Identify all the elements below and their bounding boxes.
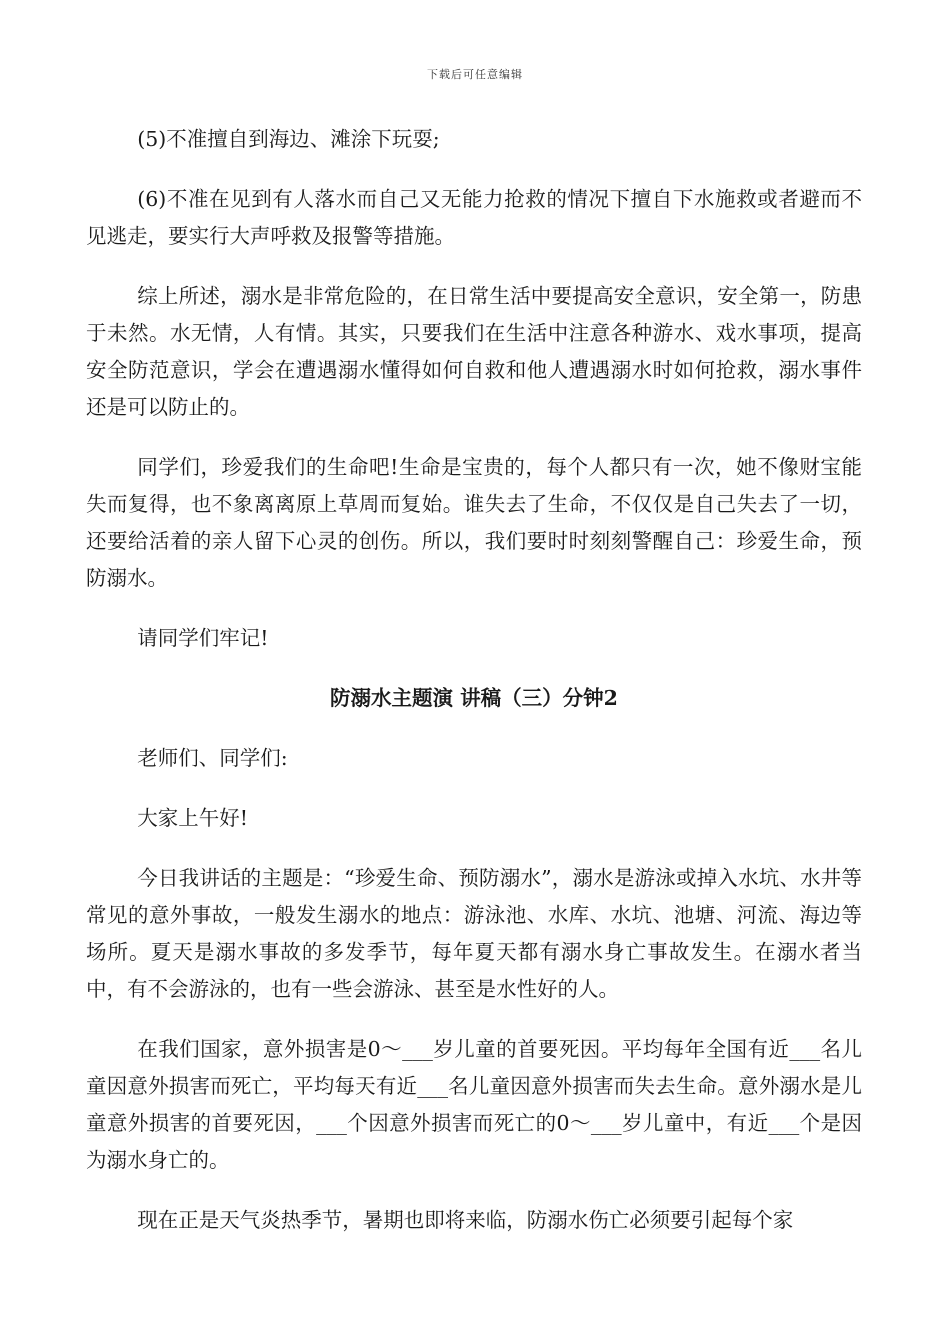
paragraph-greeting-morning: 大家上午好! [137,806,248,830]
paragraph-cherish-life: 同学们，珍爱我们的生命吧!生命是宝贵的，每个人都只有一次，她不像财宝能失而复得，也不象离离原上草周而复始。谁失去了生命，不仅仅是自己失去了一切，还要给活着的亲人留下心灵的创伤。所以，我们要时时刻刻警醒自己：珍爱生命，预防溺水。 [86,455,862,590]
paragraph-statistics: 在我们国家，意外损害是0～___岁儿童的首要死因。平均每年全国有近___名儿童因意外损害而死亡，平均每天有近___名儿童因意外损害而失去生命。意外溺水是儿童意外损害的首要死因，___个因意外损害而死亡的0～___岁儿童中，有近___个是因为溺水身亡的。 [86,1037,862,1172]
section-title: 防溺水主题演 讲稿（三）分钟2 [330,686,618,710]
paragraph-remember: 请同学们牢记! [137,626,269,650]
paragraph-greeting-audience: 老师们、同学们: [137,746,288,770]
paragraph-topic: 今日我讲话的主题是：“珍爱生命、预防溺水”，溺水是游泳或掉入水坑、水井等常见的意外事故，一般发生溺水的地点：游泳池、水库、水坑、池塘、河流、海边等场所。夏天是溺水事故的多发季节，每年夏天都有溺水身亡事故发生。在溺水者当中，有不会游泳的，也有一些会游泳、甚至是水性好的人。 [86,866,862,1001]
paragraph-summer: 现在正是天气炎热季节，暑期也即将来临，防溺水伤亡必须要引起每个家 [137,1208,794,1232]
paragraph-rule-6: (6)不准在见到有人落水而自己又无能力抢救的情况下擅自下水施救或者避而不见逃走，要实行大声呼救及报警等措施。 [86,187,862,248]
header-note: 下载后可任意编辑 [427,68,523,81]
paragraph-summary: 综上所述，溺水是非常危险的，在日常生活中要提高安全意识，安全第一，防患于未然。水无情，人有情。其实，只要我们在生活中注意各种游水、戏水事项，提高安全防范意识，学会在遭遇溺水懂得如何自救和他人遭遇溺水时如何抢救，溺水事件还是可以防止的。 [86,284,862,419]
paragraph-rule-5: (5)不准擅自到海边、滩涂下玩耍; [137,127,440,151]
document-body [86,121,862,1262]
